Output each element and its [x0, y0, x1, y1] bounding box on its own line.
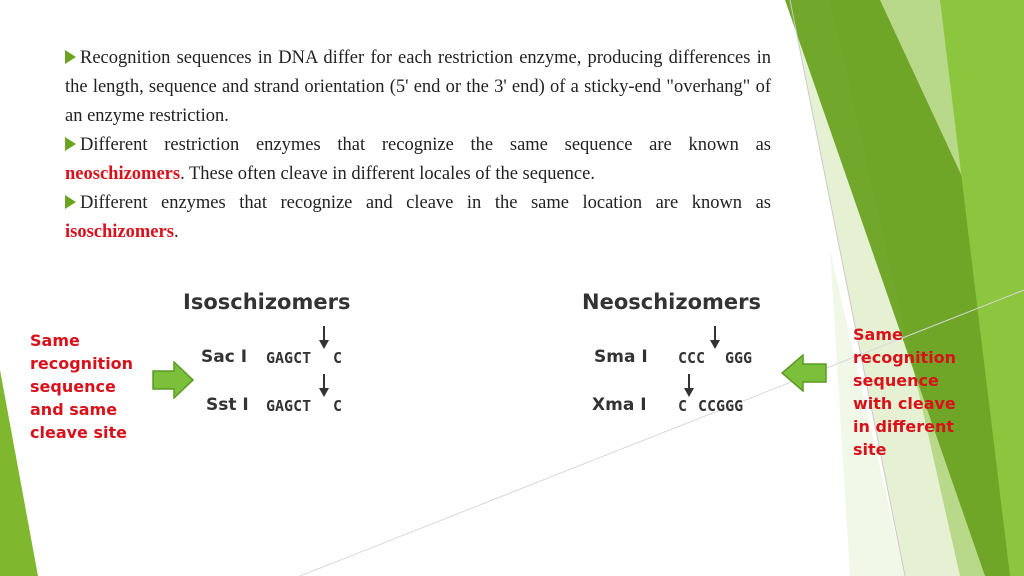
bullet-2: Different restriction enzymes that recognize the same sequence are known as neoschizomers. These often cleave in different locales of the sequence.: [65, 135, 771, 184]
neo-seq-1-left: CCC: [678, 349, 706, 367]
cleave-arrow-icon: [709, 326, 721, 350]
cleave-arrow-icon: [318, 374, 330, 398]
bullet-list: [65, 44, 771, 247]
iso-seq-1-left: GAGCT: [266, 349, 312, 367]
term-neoschizomers: neoschizomers: [65, 164, 181, 184]
left-note: Same recognition sequence and same cleave site: [30, 331, 134, 442]
iso-enzyme-1: Sac I: [201, 347, 248, 367]
neo-seq-1-right: GGG: [725, 349, 753, 367]
neo-enzyme-1: Sma I: [594, 347, 648, 367]
iso-seq-2-left: GAGCT: [266, 397, 312, 415]
iso-seq-2-right: C: [333, 397, 343, 415]
cleave-arrow-icon: [318, 326, 330, 350]
bullet-3: Different enzymes that recognize and cleave in the same location are known as isoschizomers.: [65, 193, 771, 242]
right-note: Same recognition sequence with cleave in different site: [853, 325, 957, 459]
bullet-1: Recognition sequences in DNA differ for each restriction enzyme, producing differences in the length, sequence and strand orientation (5' end or the 3' end) of a sticky-end "overhang" of an enzyme restriction.: [65, 48, 771, 126]
neo-heading: Neoschizomers: [582, 290, 761, 314]
iso-enzyme-2: Sst I: [206, 395, 249, 415]
neo-seq-2-left: C: [678, 397, 688, 415]
iso-seq-1-right: C: [333, 349, 343, 367]
cleave-arrow-icon: [683, 374, 695, 398]
right-arrow-icon: [152, 361, 194, 399]
neo-enzyme-2: Xma I: [592, 395, 647, 415]
bullet-arrow-icon: [65, 50, 76, 64]
left-arrow-icon: [781, 354, 827, 392]
bullet-arrow-icon: [65, 195, 76, 209]
term-isoschizomers: isoschizomers: [65, 222, 174, 242]
iso-heading: Isoschizomers: [183, 290, 351, 314]
neo-seq-2-right: CCGGG: [698, 397, 744, 415]
bullet-arrow-icon: [65, 137, 76, 151]
